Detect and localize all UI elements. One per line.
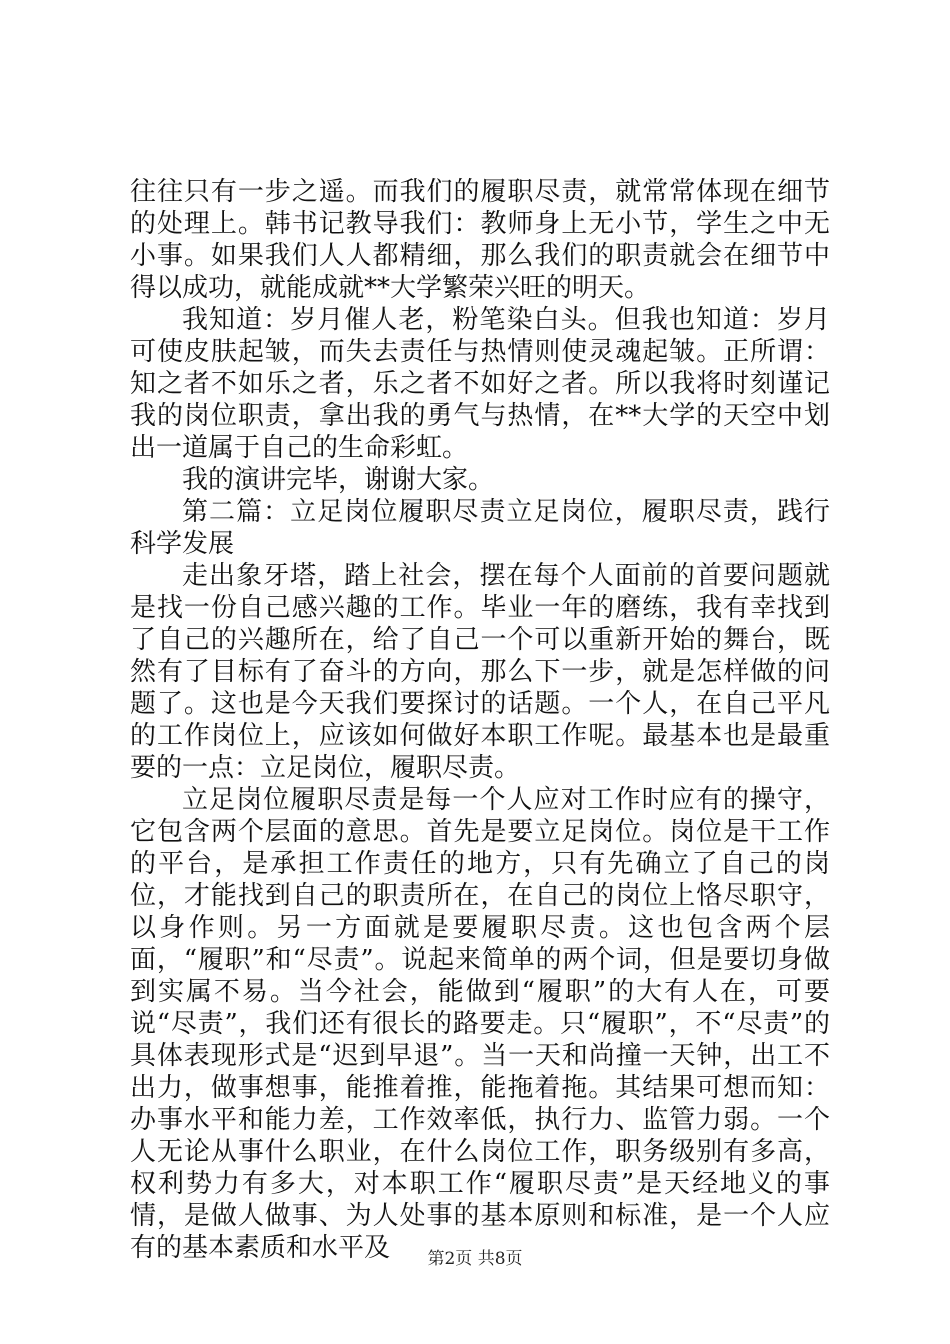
document-body	[130, 176, 830, 1264]
paragraph-2: 我知道：岁月催人老，粉笔染白头。但我也知道：岁月可使皮肤起皱，而失去责任与热情则使灵魂起皱。正所谓：知之者不如乐之者，乐之者不如好之者。所以我将时刻谨记我的岗位职责，拿出我的勇气与热情，在**大学的天空中划出一道属于自己的生命彩虹。	[130, 305, 830, 463]
section-heading: 第二篇：立足岗位履职尽责立足岗位，履职尽责，践行科学发展	[130, 497, 830, 559]
paragraph-5: 走出象牙塔，踏上社会，摆在每个人面前的首要问题就是找一份自己感兴趣的工作。毕业一年的磨练，我有幸找到了自己的兴趣所在，给了自己一个可以重新开始的舞台，既然有了目标有了奋斗的方向，那么下一步，就是怎样做的问题了。这也是今天我们要探讨的话题。一个人，在自己平凡的工作岗位上，应该如何做好本职工作呢。最基本也是最重要的一点：立足岗位，履职尽责。	[130, 561, 830, 783]
paragraph-1: 往往只有一步之遥。而我们的履职尽责，就常常体现在细节的处理上。韩书记教导我们：教师身上无小节，学生之中无小事。如果我们人人都精细，那么我们的职责就会在细节中得以成功，就能成就**大学繁荣兴旺的明天。	[130, 177, 830, 303]
paragraph-6: 立足岗位履职尽责是每一个人应对工作时应有的操守，它包含两个层面的意思。首先是要立足岗位。岗位是干工作的平台，是承担工作责任的地方，只有先确立了自己的岗位，才能找到自己的职责所在，在自己的岗位上恪尽职守，以身作则。另一方面就是要履职尽责。这也包含两个层面，“履职”和“尽责”。说起来简单的两个词，但是要切身做到实属不易。当今社会，能做到“履职”的大有人在，可要说“尽责”，我们还有很长的路要走。只“履职”，不“尽责”的具体表现形式是“迟到早退”。当一天和尚撞一天钟，出工不出力，做事想事，能推着推，能拖着拖。其结果可想而知：办事水平和能力差，工作效率低，执行力、监管力弱。一个人无论从事什么职业，在什么岗位工作，职务级别有多高，权利势力有多大，对本职工作“履职尽责”是天经地义的事情，是做人做事、为人处事的基本原则和标准，是一个人应有的基本素质和水平及	[130, 785, 830, 1263]
page-number-footer: 第2页 共8页	[427, 1249, 523, 1269]
paragraph-3: 我的演讲完毕，谢谢大家。	[182, 465, 495, 495]
